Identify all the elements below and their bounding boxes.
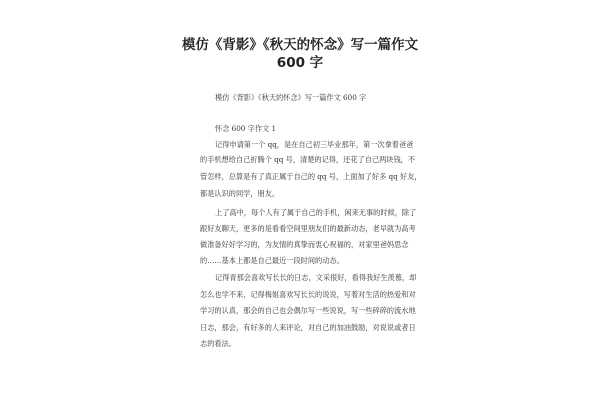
paragraph-line: 怎么也学不来，记得梅姐喜欢写长长的说说，写着对生活的热爱和对	[200, 290, 416, 299]
paragraph-line: 上了高中，每个人有了属于自己的手机，闲来无事的时候，除了	[215, 208, 417, 217]
paragraph-line: 的手机想给自己折腾个 qq 号，清楚的记得，还花了自己两块钱，不	[200, 155, 416, 164]
section-heading: 怀念 600 字作文 1	[215, 124, 277, 133]
paragraph-line: 记得申请第一个 qq，是在自己初三毕业那年，第一次拿着爸爸	[215, 140, 414, 149]
paragraph-line: 做准备好好学习的，为友情的真挚而衷心祝福的，对家里爸妈思念	[200, 240, 409, 249]
paragraph-line: 志的看法。	[200, 339, 236, 348]
document-subtitle: 模仿《背影》《秋天的怀念》写一篇作文 600 字	[215, 93, 367, 102]
paragraph-line: 都是认识的同学，朋友。	[200, 189, 280, 198]
paragraph-line: 记得青那会喜欢写长长的日志，文采很好，看得我好生羡慕，却	[215, 273, 417, 282]
paragraph-line: 的……基本上都是自己最近一段时间的动态。	[200, 256, 344, 265]
paragraph-line: 跟好友聊天，更多的是看看空间里朋友们的最新动态，老早就为高考	[200, 224, 416, 233]
document-title: 模仿《背影》《秋天的怀念》写一篇作文	[181, 37, 419, 53]
paragraph-line: 日志，那会，有好多的人来评论，对自己的加油鼓励，对说说或者日	[200, 323, 416, 332]
paragraph-line: 学习的认真，那会的自己也会偶尔写一些说说，写一些碎碎的流水地	[200, 306, 416, 315]
paragraph-line: 管怎样，总算是有了真正属于自己的 qq 号，上面加了好多 qq 好友，	[200, 172, 422, 181]
document-title-continued: 600 字	[276, 55, 324, 71]
